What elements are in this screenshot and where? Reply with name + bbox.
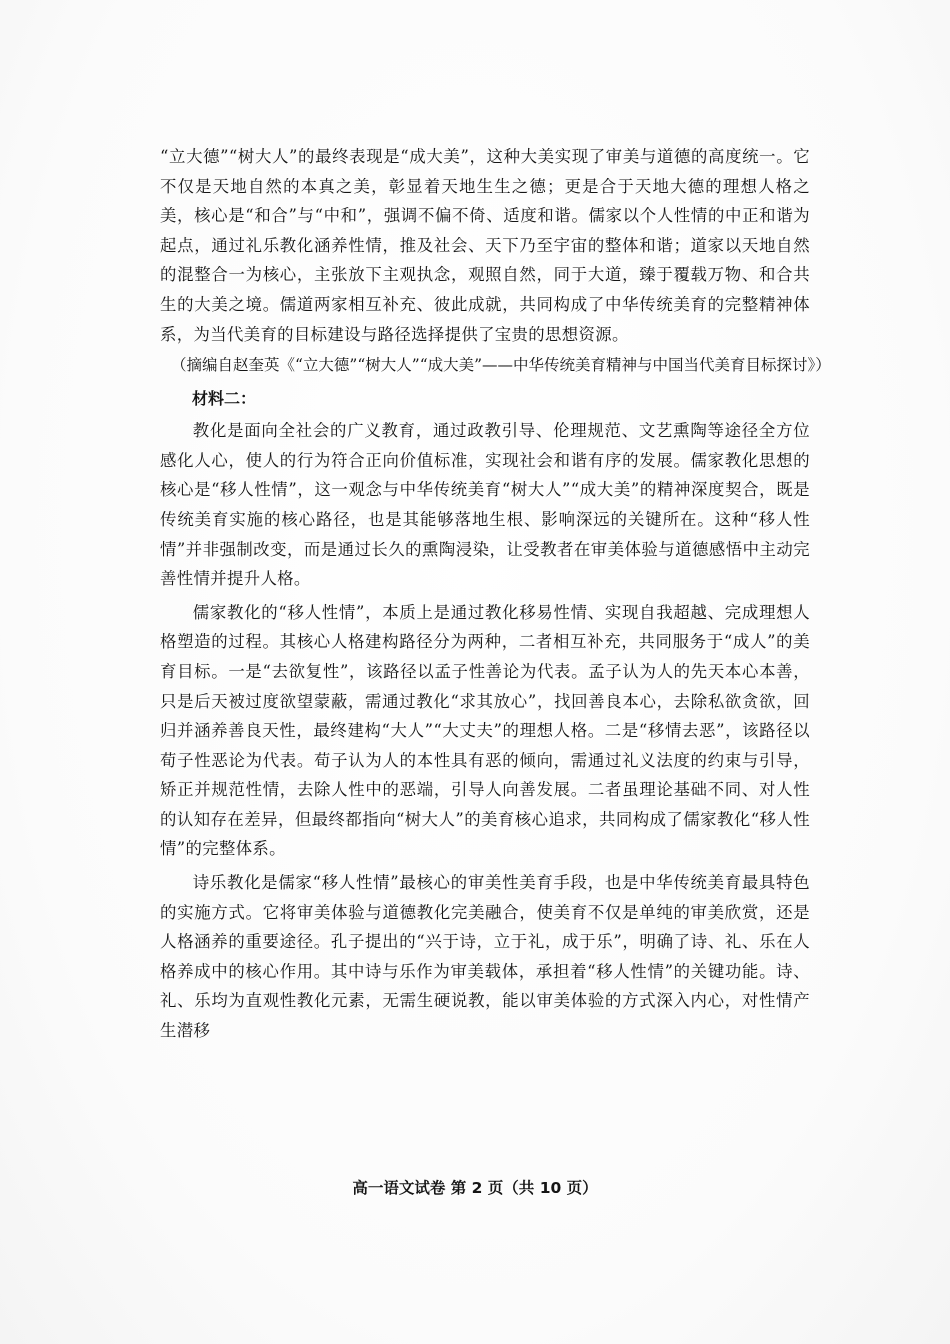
page-body: [160, 142, 831, 1046]
paragraph-education-definition: 教化是面向全社会的广义教育，通过政教引导、伦理规范、文艺熏陶等途径全方位感化人心，使人的行为符合正向价值标准，实现社会和谐有序的发展。儒家教化思想的核心是“移人性情”，这一观念与中华传统美育“树大人”“成大美”的精神深度契合，既是传统美育实施的核心路径，也是其能够落地生根、影响深远的关键所在。这种“移人性情”并非强制改变，而是通过长久的熏陶浸染，让受教者在审美体验与道德感悟中主动完善性情并提升人格。: [160, 421, 810, 589]
page-footer: 高一语文试卷 第 2 页（共 10 页）: [352, 1179, 598, 1197]
paragraph-moving-temperament: 儒家教化的“移人性情”，本质上是通过教化移易性情、实现自我超越、完成理想人格塑造的过程。其核心人格建构路径分为两种，二者相互补充，共同服务于“成人”的美育目标。一是“去欲复性”，该路径以孟子性善论为代表。孟子认为人的先天本心本善，只是后天被过度欲望蒙蔽，需通过教化“求其放心”，找回善良本心，去除私欲贪欲，回归并涵养善良天性，最终建构“大人”“大丈夫”的理想人格。二是“移情去恶”，该路径以荀子性恶论为代表。荀子认为人的本性具有恶的倾向，需通过礼义法度的约束与引导，矫正并规范性情，去除人性中的恶端，引导人向善发展。二者虽理论基础不同、对人性的认知存在差异，但最终都指向“树大人”的美育核心追求，共同构成了儒家教化“移人性情”的完整体系。: [160, 602, 810, 859]
source-citation: （摘编自赵奎英《“立大德”“树大人”“成大美”——中华传统美育精神与中国当代美育目标探讨》）: [171, 356, 831, 375]
paragraph-material-one-conclusion: “立大德”“树大人”的最终表现是“成大美”，这种大美实现了审美与道德的高度统一。它不仅是天地自然的本真之美，彰显着天地生生之德；更是合于天地大德的理想人格之美，核心是“和合”与“中和”，强调不偏不倚、适度和谐。儒家以个人性情的中正和谐为起点，通过礼乐教化涵养性情，推及社会、天下乃至宇宙的整体和谐；道家以天地自然的混整合一为核心，主张放下主观执念，观照自然，同于大道，臻于覆载万物、和合共生的大美之境。儒道两家相互补充、彼此成就，共同构成了中华传统美育的完整精神体系，为当代美育的目标建设与路径选择提供了宝贵的思想资源。: [160, 147, 810, 344]
section-heading-material-two: 材料二：: [192, 389, 257, 409]
paragraph-poetry-music-education: 诗乐教化是儒家“移人性情”最核心的审美性美育手段，也是中华传统美育最具特色的实施方式。它将审美体验与道德教化完美融合，使美育不仅是单纯的审美欣赏，还是人格涵养的重要途径。孔子提出的“兴于诗，立于礼，成于乐”，明确了诗、礼、乐在人格养成中的核心作用。其中诗与乐作为审美载体，承担着“移人性情”的关键功能。诗、礼、乐均为直观性教化元素，无需生硬说教，能以审美体验的方式深入内心，对性情产生潜移: [160, 873, 810, 1041]
